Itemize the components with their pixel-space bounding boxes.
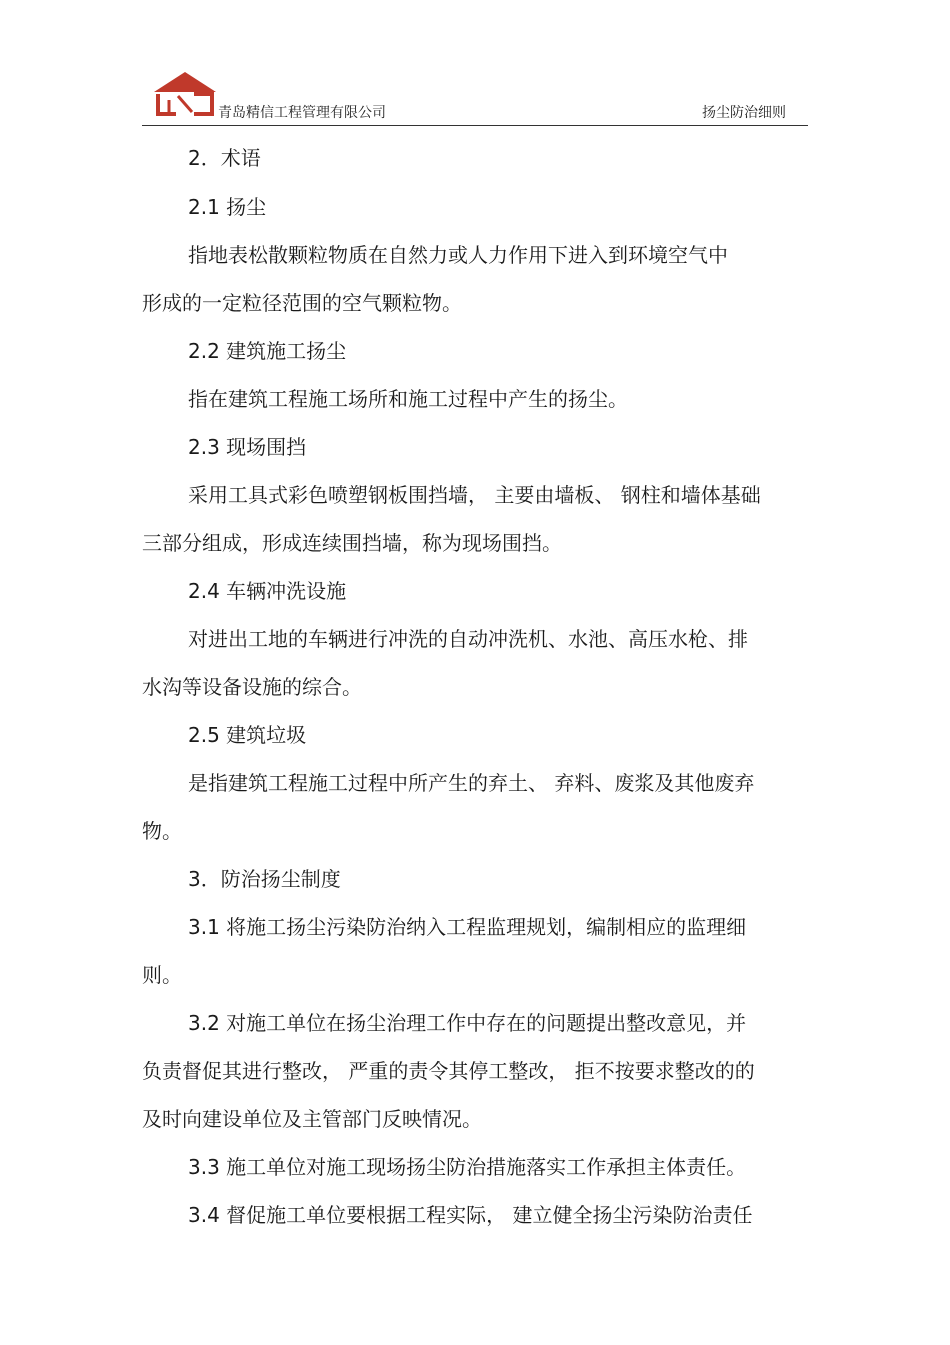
subsection-heading: 2.4 车辆冲洗设施	[188, 579, 347, 603]
paragraph-line: 及时向建设单位及主管部门反映情况。	[142, 1107, 482, 1131]
paragraph-line: 采用工具式彩色喷塑钢板围挡墙， 主要由墙板、 钢柱和墙体基础	[188, 483, 761, 507]
section-heading: 2．术语	[188, 146, 261, 170]
paragraph-line: 负责督促其进行整改， 严重的责令其停工整改， 拒不按要求整改的的	[142, 1059, 755, 1083]
paragraph-line: 水沟等设备设施的综合。	[142, 675, 362, 699]
company-logo-icon	[152, 70, 218, 118]
document-title: 扬尘防治细则	[702, 105, 786, 121]
paragraph-line: 3.3 施工单位对施工现场扬尘防治措施落实工作承担主体责任。	[188, 1155, 747, 1179]
paragraph-line: 形成的一定粒径范围的空气颗粒物。	[142, 291, 462, 315]
paragraph-line: 指在建筑工程施工场所和施工过程中产生的扬尘。	[188, 387, 628, 411]
header-divider	[142, 125, 808, 126]
paragraph-line: 指地表松散颗粒物质在自然力或人力作用下进入到环境空气中	[188, 243, 728, 267]
section-heading: 3．防治扬尘制度	[188, 867, 341, 891]
subsection-heading: 2.2 建筑施工扬尘	[188, 339, 347, 363]
subsection-heading: 2.5 建筑垃圾	[188, 723, 307, 747]
paragraph-line: 则。	[142, 963, 182, 987]
paragraph-line: 物。	[142, 819, 182, 843]
paragraph-line: 三部分组成，形成连续围挡墙，称为现场围挡。	[142, 531, 562, 555]
subsection-heading: 2.3 现场围挡	[188, 435, 307, 459]
company-name: 青岛精信工程管理有限公司	[218, 105, 386, 121]
paragraph-line: 3.1 将施工扬尘污染防治纳入工程监理规划，编制相应的监理细	[188, 915, 747, 939]
paragraph-line: 是指建筑工程施工过程中所产生的弃土、 弃料、废浆及其他废弃	[188, 771, 755, 795]
paragraph-line: 3.4 督促施工单位要根据工程实际， 建立健全扬尘污染防治责任	[188, 1203, 753, 1227]
page-header	[0, 0, 950, 130]
paragraph-line: 3.2 对施工单位在扬尘治理工作中存在的问题提出整改意见，并	[188, 1011, 747, 1035]
subsection-heading: 2.1 扬尘	[188, 195, 267, 219]
paragraph-line: 对进出工地的车辆进行冲洗的自动冲洗机、水池、高压水枪、排	[188, 627, 748, 651]
